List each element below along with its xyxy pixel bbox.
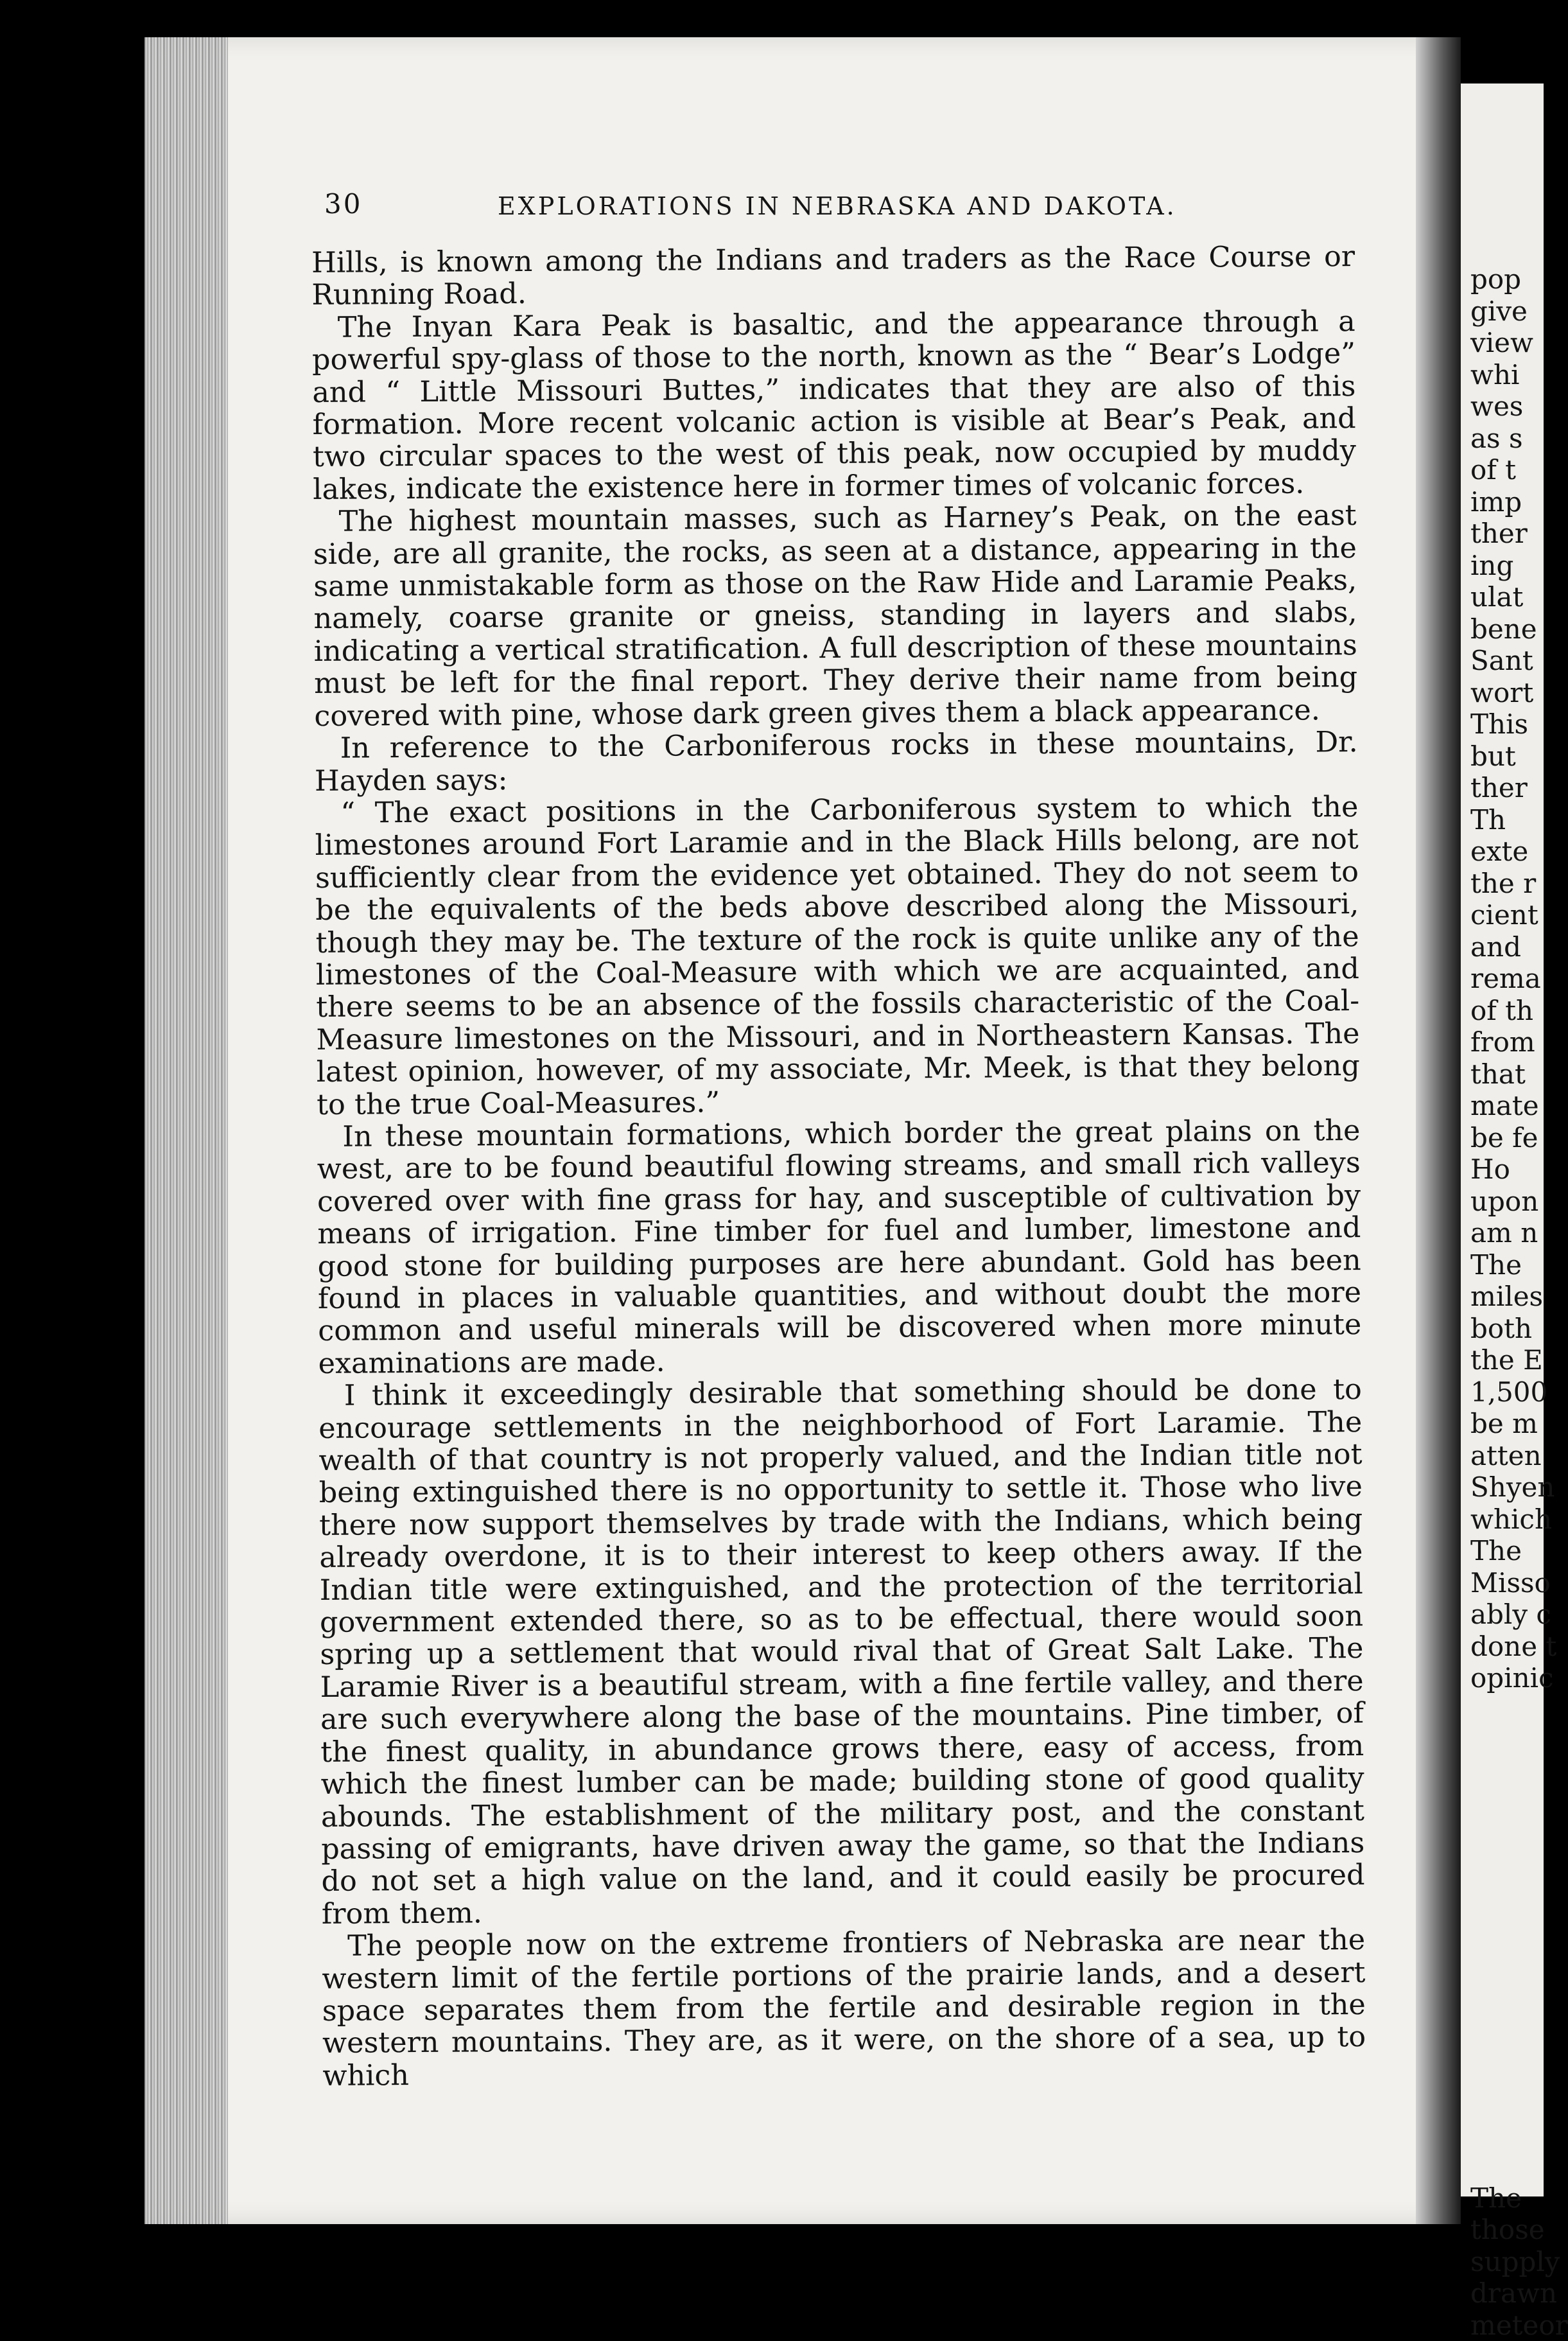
right-fragment-line: bene xyxy=(1470,613,1544,645)
right-fragment-line: of th xyxy=(1470,995,1544,1027)
paragraph: The people now on the extreme frontiers of Nebraska are near the western limit of the fertile portions of the prairie lands, and a desert space separates them from the fertile and desirable region in the western mountains. They are, as it were, on the shore of a sea, up to which xyxy=(322,1924,1366,2092)
paragraph: I think it exceedingly desirable that something should be done to encourage settlements in the neighborhood of Fort Laramie. The wealth of that country is not properly valued, and the Indian title not being extinguished there is no opportunity to settle it. Those who live there now support themselves by trade with the Indians, which being already overdone, it is to their interest to keep others away. If the Indian title were extinguished, and the protection of the territorial government extended there, so as to be effectual, there would soon spring up a settlement that would rival that of Great Salt Lake. The Laramie River is a beautiful stream, with a fine fertile valley, and there are such everywhere along the base of the mountains. Pine timber, of the finest quality, in abundance grows there, easy of access, from which the finest lumber can be made; building stone of good quality abounds. The establishment of the military post, and the constant passing of emigrants, have driven away the game, so that the Indians do not set a high value on the land, and it could easily be procured from them. xyxy=(318,1374,1365,1931)
right-fragment-line: Misso xyxy=(1470,1567,1544,1599)
right-fragment-line: This xyxy=(1470,708,1544,741)
book-spine-edge xyxy=(144,37,228,2224)
paragraph: In reference to the Carboniferous rocks in these mountains, Dr. Hayden says: xyxy=(315,726,1359,798)
right-fragment-line: 1,500 xyxy=(1470,1376,1544,1408)
paragraph: The Inyan Kara Peak is basaltic, and the appearance through a powerful spy-glass of those to the north, known as the “ Bear’s Lodge” and “ Little Missouri Buttes,” indicates that they are also of this formation. More recent volcanic action is visible at Bear’s Peak, and two circular spaces to the west of this peak, now occupied by muddy lakes, indicate the existence here in former times of volcanic forces. xyxy=(312,306,1357,506)
right-fragment-line: of t xyxy=(1470,454,1544,486)
right-fragment-line: The xyxy=(1470,2182,1544,2214)
right-fragment-line: those xyxy=(1470,2214,1544,2246)
right-fragment-line: The xyxy=(1470,1535,1544,1567)
page-gutter xyxy=(1416,37,1461,2224)
right-fragment-line: ably c xyxy=(1470,1599,1544,1631)
right-fragment-line: Ho xyxy=(1470,1153,1544,1186)
quoted-paragraph: “ The exact positions in the Carboniferous system to which the limestones around Fort Laramie and in the Black Hills belong, are not sufficiently clear from the evidence yet obtained. They do not seem to be the equivalents of the beds above described along the Missouri, though they may be. The texture of the rock is quite unlike any of the limestones of the Coal-Measure with which we are acquainted, and there seems to be an absence of the fossils characteristic of the Coal-Measure limestones on the Missouri, and in Northeastern Kansas. The latest opinion, however, of my associate, Mr. Meek, is that they belong to the true Coal-Measures.” xyxy=(315,791,1360,1121)
right-fragment-line: wes xyxy=(1470,390,1544,423)
right-fragment-line: from xyxy=(1470,1026,1544,1058)
right-fragments-bottom xyxy=(1470,2182,1544,2341)
right-fragment-line: but xyxy=(1470,741,1544,773)
right-fragment-line: ing xyxy=(1470,550,1544,582)
right-fragment-line: the r xyxy=(1470,868,1544,900)
right-fragment-line: ulat xyxy=(1470,581,1544,613)
right-fragment-line: view xyxy=(1470,327,1544,359)
right-fragment-line: The xyxy=(1470,1249,1544,1281)
right-fragment-line: meteor xyxy=(1470,2310,1544,2341)
right-fragment-line: cient xyxy=(1470,899,1544,931)
paragraph: In these mountain formations, which border the great plains on the west, are to be found beautiful flowing streams, and small rich valleys covered over with fine grass for hay, and susceptible of cultivation by means of irrigation. Fine timber for fuel and lumber, limestone and good stone for building purposes are here abundant. Gold has been found in places in valuable quantities, and without doubt the more common and useful minerals will be discovered when more minute examinations are made. xyxy=(317,1115,1361,1380)
right-fragment-line: be m xyxy=(1470,1408,1544,1440)
right-fragment-line: and xyxy=(1470,931,1544,963)
body-text xyxy=(311,241,1366,2092)
right-fragment-line: ther xyxy=(1470,518,1544,550)
right-fragment-line: am n xyxy=(1470,1217,1544,1249)
right-fragment-line: wort xyxy=(1470,677,1544,709)
paragraph: Hills, is known among the Indians and traders as the Race Course or Running Road. xyxy=(311,241,1355,312)
right-fragment-line: exte xyxy=(1470,836,1544,868)
right-fragment-line: miles xyxy=(1470,1281,1544,1313)
right-page-text-fragments xyxy=(1470,263,1544,2341)
right-fragment-line: Sant xyxy=(1470,645,1544,677)
right-fragment-line: as s xyxy=(1470,423,1544,455)
right-fragment-line: both xyxy=(1470,1313,1544,1345)
right-fragment-line: be fe xyxy=(1470,1122,1544,1154)
right-fragment-line: rema xyxy=(1470,963,1544,995)
right-fragment-line: which xyxy=(1470,1504,1544,1536)
right-fragment-line: give xyxy=(1470,295,1544,328)
right-fragment-line: ther xyxy=(1470,772,1544,804)
right-fragment-line: that xyxy=(1470,1058,1544,1091)
right-fragment-line: opinic xyxy=(1470,1662,1544,1694)
paragraph: The highest mountain masses, such as Harney’s Peak, on the east side, are all granite, the rocks, as seen at a distance, appearing in the same unmistakable form as those on the Raw Hide and Laramie Peaks, namely, coarse granite or gneiss, standing in layers and slabs, indicating a vertical stratification. A full description of these mountains must be left for the final report. They derive their name from being covered with pine, whose dark green gives them a black appearance. xyxy=(313,500,1357,733)
right-fragment-line: atten xyxy=(1470,1440,1544,1472)
right-fragment-line: upon xyxy=(1470,1186,1544,1218)
running-head-title: EXPLORATIONS IN NEBRASKA AND DAKOTA. xyxy=(498,192,1177,220)
right-fragment-line: the E xyxy=(1470,1344,1544,1376)
right-fragment-line: drawn xyxy=(1470,2277,1544,2310)
right-fragment-line: pop xyxy=(1470,263,1544,295)
right-fragment-line: done t xyxy=(1470,1631,1544,1663)
right-fragments-top xyxy=(1470,263,1544,1694)
right-fragment-line: imp xyxy=(1470,486,1544,518)
right-fragment-line: supply xyxy=(1470,2246,1544,2278)
running-head xyxy=(324,188,1262,233)
right-fragment-line: Th xyxy=(1470,804,1544,836)
right-fragment-line: whi xyxy=(1470,359,1544,391)
right-fragment-line: mate xyxy=(1470,1090,1544,1122)
right-fragment-line: Shyen xyxy=(1470,1471,1544,1504)
page-number: 30 xyxy=(324,188,362,220)
